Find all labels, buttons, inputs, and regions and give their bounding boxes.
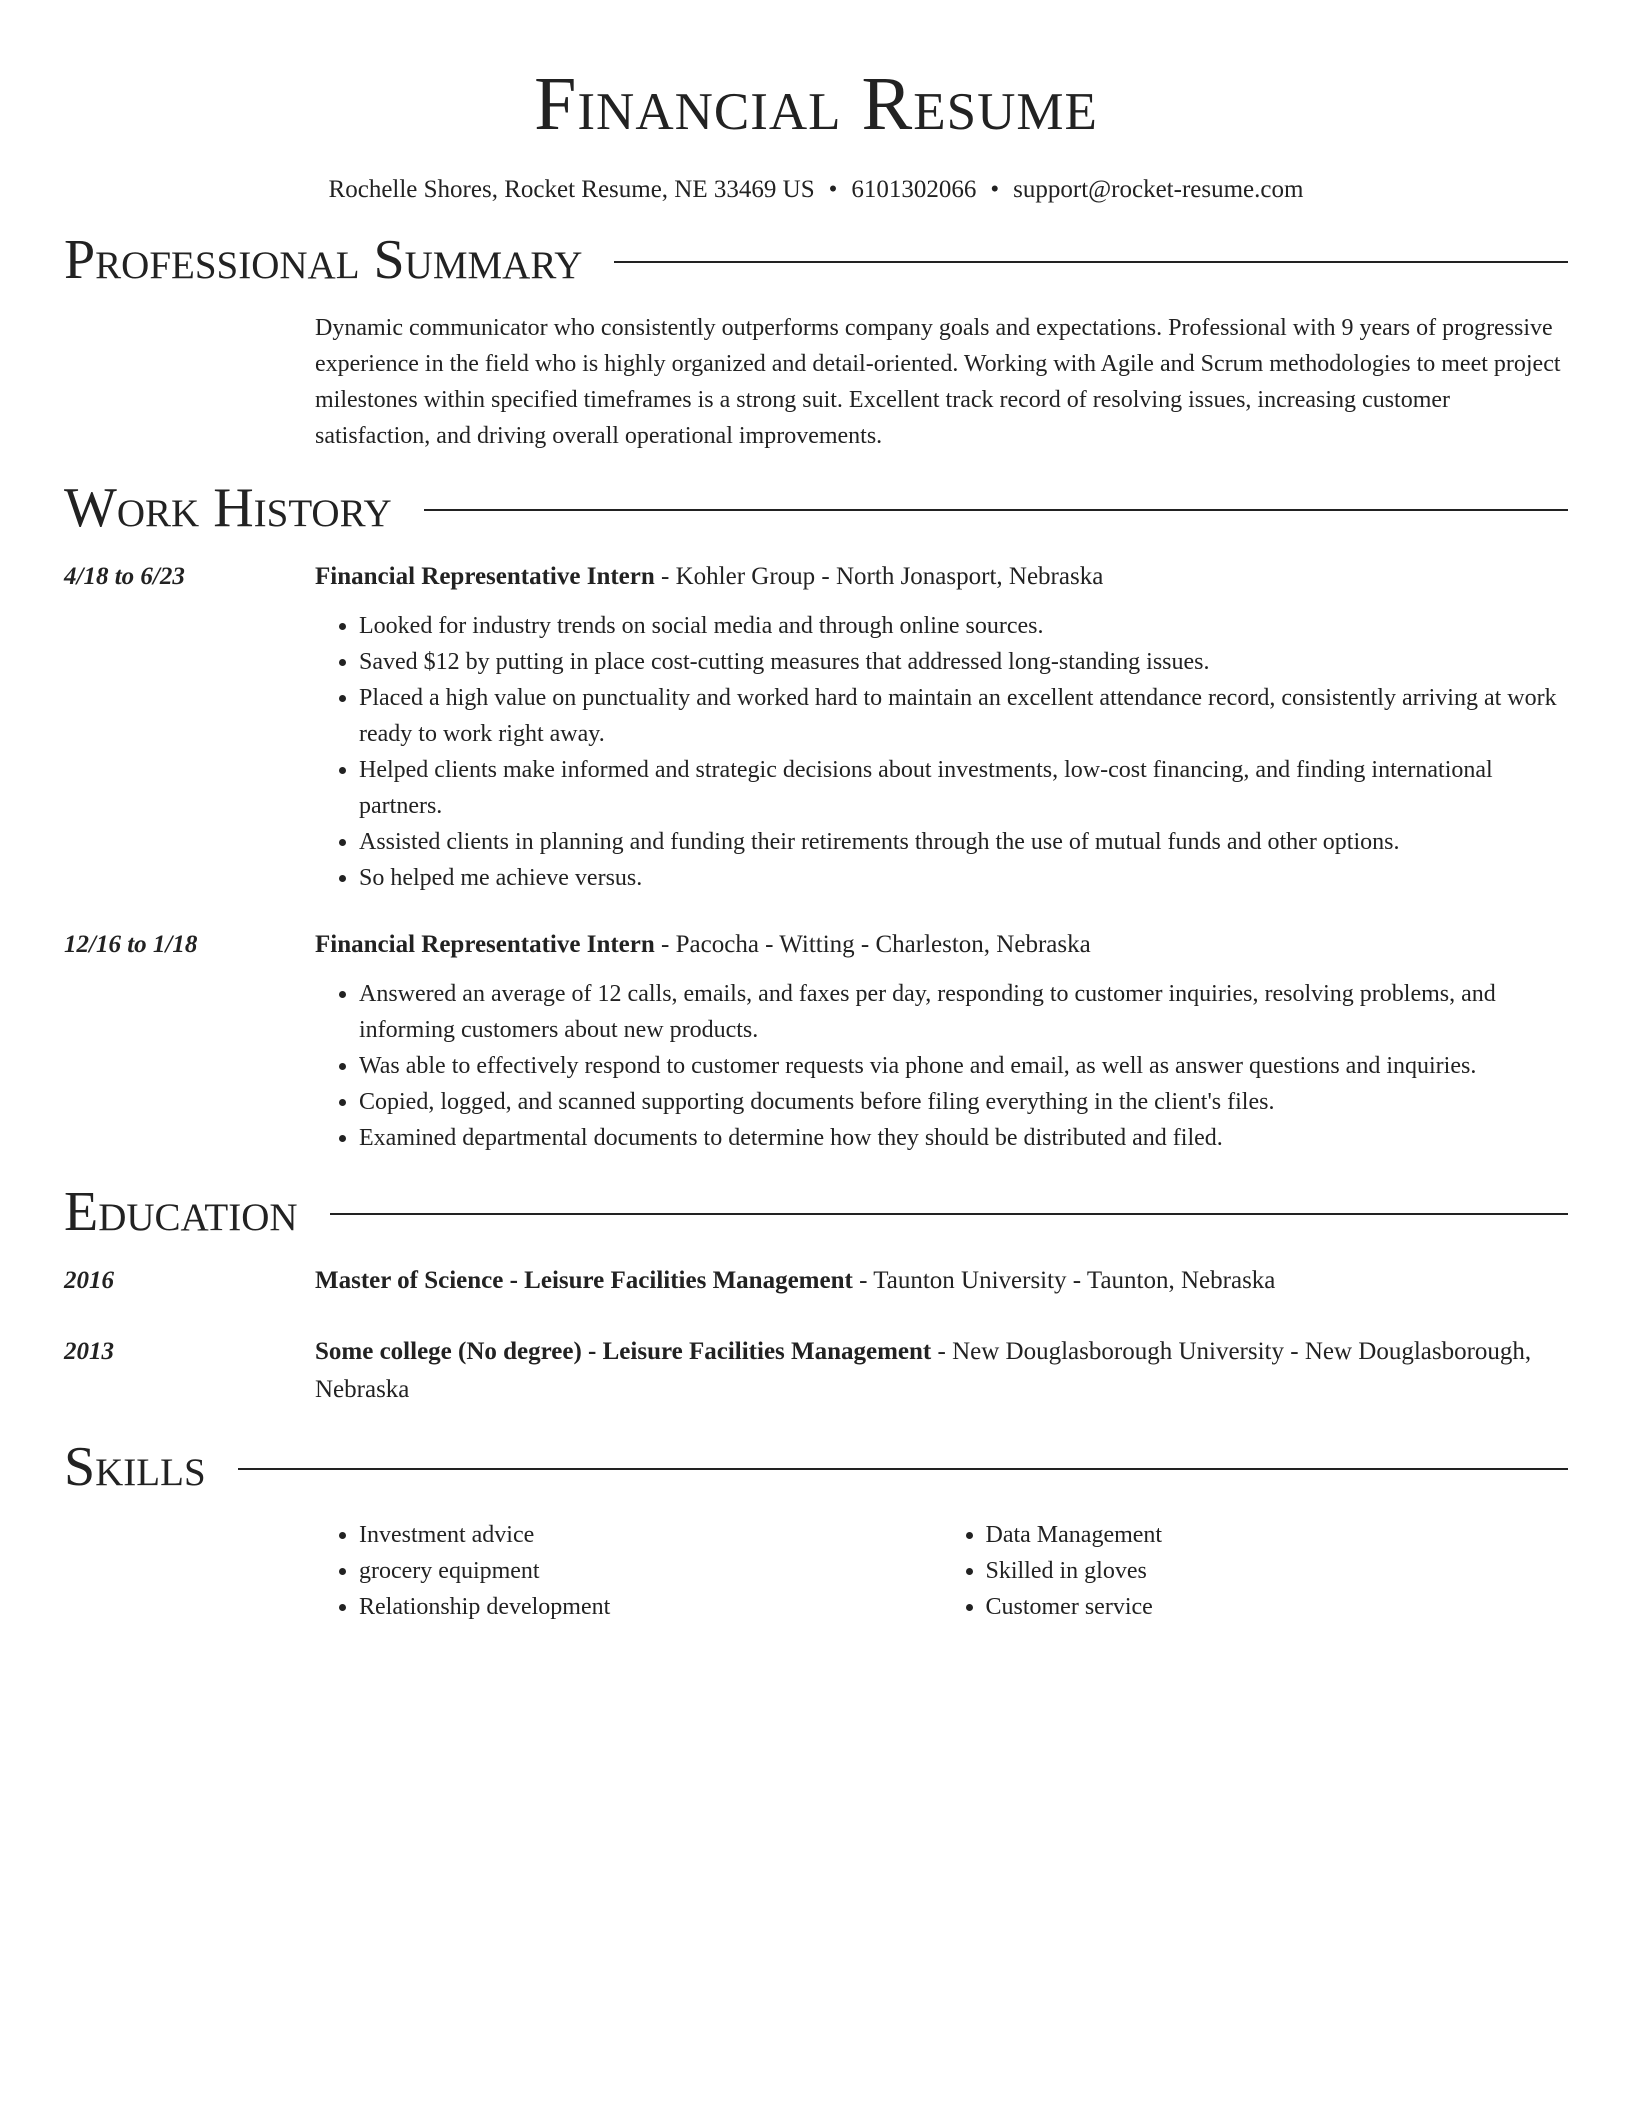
education-entry bbox=[64, 1262, 1568, 1300]
skills-list-right bbox=[942, 1517, 1569, 1625]
job-dates: 4/18 to 6/23 bbox=[64, 563, 185, 590]
job-bullet: • Looked for industry trends on social media and through online sources. bbox=[359, 608, 1568, 644]
skills-heading: Skills bbox=[64, 1436, 206, 1498]
skills-header bbox=[64, 1431, 1568, 1503]
section-divider bbox=[614, 261, 1568, 263]
education-header bbox=[64, 1176, 1568, 1248]
job-dates: 12/16 to 1/18 bbox=[64, 931, 198, 958]
job-bullet: • Answered an average of 12 calls, emails, and faxes per day, responding to customer inquiries, resolving problems, and informing customers about new products. bbox=[359, 976, 1568, 1048]
job-details: - Kohler Group - North Jonasport, Nebraska bbox=[654, 563, 1104, 590]
contact-separator: • bbox=[828, 176, 838, 203]
summary-section bbox=[64, 224, 1568, 454]
work-history-section bbox=[64, 472, 1568, 1156]
education-entry bbox=[64, 1333, 1568, 1409]
skills-section bbox=[64, 1431, 1568, 1625]
work-history-header bbox=[64, 472, 1568, 544]
summary-heading: Professional Summary bbox=[64, 229, 583, 291]
job-bullet: • Placed a high value on punctuality and worked hard to maintain an excellent attendance record, consistently arriving at work ready to work right away. bbox=[359, 680, 1568, 752]
summary-text: Dynamic communicator who consistently outperforms company goals and expectations. Professional with 9 years of progressive experience in the field who is highly organized and detail-oriented. Working with Agile and Scrum methodologies to meet project milestones within specified timeframes is a strong suit. Excellent track record of resolving issues, increasing customer satisfaction, and driving overall operational improvements. bbox=[315, 315, 1561, 449]
section-divider bbox=[424, 509, 1568, 511]
job-body bbox=[315, 926, 1568, 1156]
skill-item: • Customer service bbox=[986, 1589, 1569, 1625]
job-bullet: • Was able to effectively respond to customer requests via phone and email, as well as answer questions and inquiries. bbox=[359, 1048, 1568, 1084]
job-bullet: • So helped me achieve versus. bbox=[359, 860, 1568, 896]
education-year: 2013 bbox=[64, 1338, 114, 1365]
education-heading-line bbox=[315, 1333, 1568, 1409]
job-bullet: • Examined departmental documents to determine how they should be distributed and filed. bbox=[359, 1120, 1568, 1156]
skills-list-left bbox=[315, 1517, 942, 1625]
skill-item: • Relationship development bbox=[359, 1589, 942, 1625]
job-bullet: • Assisted clients in planning and funding their retirements through the use of mutual funds and other options. bbox=[359, 824, 1568, 860]
resume-title: Financial Resume bbox=[534, 62, 1098, 146]
education-section bbox=[64, 1176, 1568, 1409]
skill-item: • Data Management bbox=[986, 1517, 1569, 1553]
summary-header bbox=[64, 224, 1568, 296]
education-details: - New Douglasborough University - New Douglasborough, Nebraska bbox=[315, 1338, 1532, 1403]
skill-item: • Investment advice bbox=[359, 1517, 942, 1553]
job-bullet: • Helped clients make informed and strategic decisions about investments, low-cost financing, and finding international partners. bbox=[359, 752, 1568, 824]
job-title: Financial Representative Intern bbox=[315, 563, 655, 590]
skills-grid bbox=[315, 1517, 1568, 1625]
job-heading bbox=[315, 926, 1568, 964]
job-bullet: • Saved $12 by putting in place cost-cutting measures that addressed long-standing issues. bbox=[359, 644, 1568, 680]
contact-email: support@rocket-resume.com bbox=[1013, 176, 1304, 203]
job-entry bbox=[64, 926, 1568, 1156]
section-divider bbox=[330, 1213, 1568, 1215]
education-heading: Education bbox=[64, 1181, 298, 1243]
section-divider bbox=[238, 1468, 1568, 1470]
contact-line bbox=[64, 172, 1568, 208]
contact-phone: 6101302066 bbox=[851, 176, 977, 203]
job-bullet-list bbox=[315, 976, 1568, 1156]
education-degree: Master of Science - Leisure Facilities Management bbox=[315, 1267, 853, 1294]
contact-address: Rochelle Shores, Rocket Resume, NE 33469 US bbox=[328, 176, 815, 203]
job-title: Financial Representative Intern bbox=[315, 931, 655, 958]
job-bullet-list bbox=[315, 608, 1568, 896]
job-heading bbox=[315, 558, 1568, 596]
work-history-heading: Work History bbox=[64, 477, 392, 539]
job-details: - Pacocha - Witting - Charleston, Nebraska bbox=[654, 931, 1091, 958]
skill-item: • grocery equipment bbox=[359, 1553, 942, 1589]
contact-separator: • bbox=[990, 176, 1000, 203]
skill-item: • Skilled in gloves bbox=[986, 1553, 1569, 1589]
education-year: 2016 bbox=[64, 1267, 114, 1294]
education-degree: Some college (No degree) - Leisure Facilities Management bbox=[315, 1338, 932, 1365]
job-entry bbox=[64, 558, 1568, 896]
education-details: - Taunton University - Taunton, Nebraska bbox=[852, 1267, 1276, 1294]
resume-page bbox=[64, 0, 1568, 1625]
job-body bbox=[315, 558, 1568, 896]
job-bullet: • Copied, logged, and scanned supporting documents before filing everything in the client's files. bbox=[359, 1084, 1568, 1120]
education-heading-line bbox=[315, 1262, 1568, 1300]
